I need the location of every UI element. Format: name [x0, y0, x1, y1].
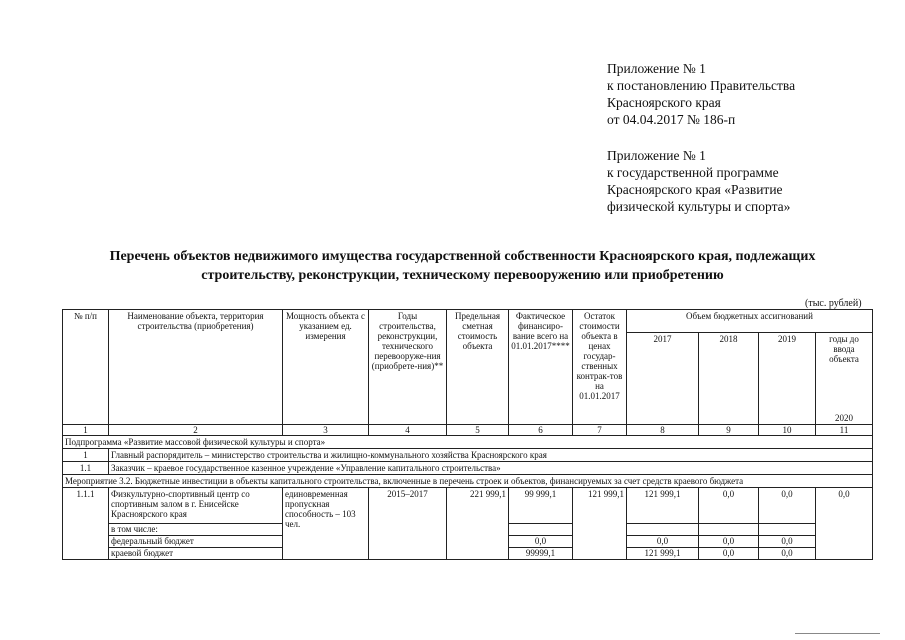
appendix-decree-line-1: Приложение № 1 [607, 61, 706, 76]
subrow-2019 [759, 524, 816, 536]
header-years: Годы строительства, реконструкции, технического перевооруже-ния (приобрете-ния)** [369, 310, 447, 425]
unit-note: (тыс. рублей) [805, 298, 862, 309]
subrow-2017: 0,0 [627, 536, 699, 548]
object-remaining-cost: 121 999,1 [573, 488, 627, 560]
col-number-9: 9 [699, 425, 759, 436]
object-estimated-cost: 221 999,1 [447, 488, 509, 560]
subrow-2017 [627, 524, 699, 536]
document-title-line-2: строительству, реконструкции, техническому перевооружению или приобретению [201, 268, 724, 283]
header-budget-group: Объем бюджетных ассигнований [627, 310, 873, 333]
subprogram-row [63, 436, 873, 449]
header-remaining-cost: Остаток стоимости объекта в ценах государ-ственных контрак-тов на 01.01.2017 [573, 310, 627, 425]
subprogram-text: Подпрограмма «Развитие массовой физической культуры и спорта» [63, 436, 873, 449]
subrow-2019: 0,0 [759, 536, 816, 548]
object-2019: 0,0 [759, 488, 816, 524]
col-number-10: 10 [759, 425, 816, 436]
object-capacity: единовременная пропускная способность – 103 чел. [283, 488, 369, 560]
header-capacity: Мощность объекта с указанием ед. измерения [283, 310, 369, 425]
col-number-8: 8 [627, 425, 699, 436]
table-row [63, 462, 873, 475]
col-number-2: 2 [109, 425, 283, 436]
header-year-2018: 2018 [699, 333, 759, 425]
header-row-1 [63, 310, 873, 333]
subrow-2019: 0,0 [759, 548, 816, 560]
document-title-line-1: Перечень объектов недвижимого имущества государственной собственности Красноярского края, подлежащих [109, 249, 816, 264]
subrow-2018: 0,0 [699, 548, 759, 560]
col-number-7: 7 [573, 425, 627, 436]
measure-row [63, 475, 873, 488]
subrow-2017: 121 999,1 [627, 548, 699, 560]
subrow-2018: 0,0 [699, 536, 759, 548]
subrow-2018 [699, 524, 759, 536]
object-2018: 0,0 [699, 488, 759, 524]
object-number: 1.1.1 [63, 488, 109, 560]
customer-text: Заказчик – краевое государственное казенное учреждение «Управление капитального строительства» [109, 462, 873, 475]
objects-table [62, 309, 873, 560]
header-years-until: годы до ввода объекта [816, 333, 873, 413]
document-title [60, 247, 865, 285]
header-actual-financing: Фактическое финансиро-вание всего на 01.01.2017**** [509, 310, 573, 425]
subrow-label: в том числе: [109, 524, 283, 536]
header-year-2019: 2019 [759, 333, 816, 425]
col-number-11: 11 [816, 425, 873, 436]
column-numbers-row [63, 425, 873, 436]
col-number-6: 6 [509, 425, 573, 436]
row-number: 1 [63, 449, 109, 462]
appendix-program-line-3: Красноярского края «Развитие [607, 182, 783, 197]
header-estimated-cost: Предельная сметная стоимость объекта [447, 310, 509, 425]
appendix-program-line-1: Приложение № 1 [607, 148, 706, 163]
header-year-2017: 2017 [627, 333, 699, 425]
col-number-3: 3 [283, 425, 369, 436]
header-year-2020: 2020 [816, 412, 873, 425]
col-number-1: 1 [63, 425, 109, 436]
header-name: Наименование объекта, территория строительства (приобретения) [109, 310, 283, 425]
subrow-label: краевой бюджет [109, 548, 283, 560]
appendix-decree-line-3: Красноярского края [607, 95, 721, 110]
table-row [63, 449, 873, 462]
scan-edge-line [795, 633, 880, 634]
subrow-actual: 0,0 [509, 536, 573, 548]
subrow-label: федеральный бюджет [109, 536, 283, 548]
object-years: 2015–2017 [369, 488, 447, 560]
appendix-decree-line-4: от 04.04.2017 № 186-п [607, 112, 736, 127]
measure-text: Мероприятие 3.2. Бюджетные инвестиции в объекты капитального строительства, включенные в перечень строек и объектов, финансируемых за счет средств краевого бюджета [63, 475, 873, 488]
object-years-until: 0,0 [816, 488, 873, 560]
subrow-actual [509, 524, 573, 536]
object-row [63, 488, 873, 524]
col-number-5: 5 [447, 425, 509, 436]
appendix-decree-block [607, 60, 795, 128]
object-actual-financing: 99 999,1 [509, 488, 573, 524]
row-number: 1.1 [63, 462, 109, 475]
appendix-program-line-4: физической культуры и спорта» [607, 199, 791, 214]
subrow-actual: 99999,1 [509, 548, 573, 560]
appendix-program-line-2: к государственной программе [607, 165, 779, 180]
appendix-decree-line-2: к постановлению Правительства [607, 78, 796, 93]
chief-administrator-text: Главный распорядитель – министерство строительства и жилищно-коммунального хозяйства Красноярского края [109, 449, 873, 462]
object-2017: 121 999,1 [627, 488, 699, 524]
object-name: Физкультурно-спортивный центр со спортивным залом в г. Енисейске Красноярского края [109, 488, 283, 524]
appendix-program-block [607, 147, 790, 215]
col-number-4: 4 [369, 425, 447, 436]
header-num: № п/п [63, 310, 109, 425]
